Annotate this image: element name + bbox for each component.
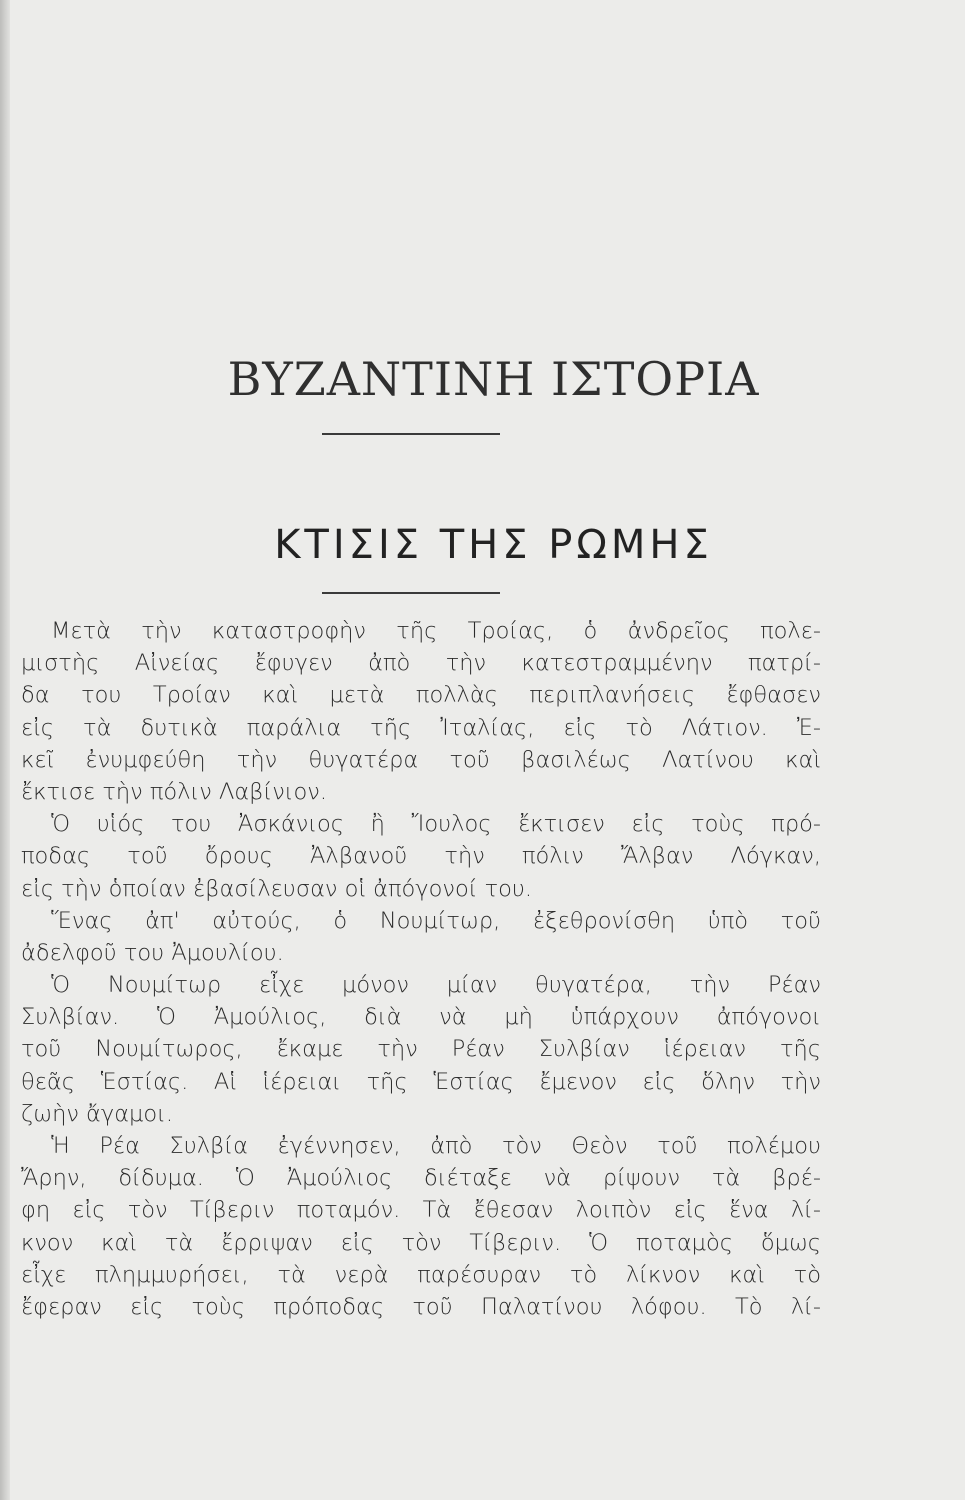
text-line: ποδας τοῦ ὄρους Ἀλβανοῦ τὴν πόλιν Ἄλβαν Λόγκαν, — [21, 843, 821, 870]
title-rule — [322, 433, 500, 435]
paragraph — [21, 905, 821, 969]
paragraph — [21, 808, 821, 905]
chapter-text — [21, 615, 821, 1323]
text-line: ζωὴν ἄγαμοι. — [21, 1100, 173, 1127]
text-line: εἶχε πλημμυρήσει, τὰ νερὰ παρέσυραν τὸ λίκνον καὶ τὸ — [21, 1261, 821, 1288]
text-line: Ἕνας ἀπ' αὐτούς, ὁ Νουμίτωρ, ἐξεθρονίσθη ὑπὸ τοῦ — [51, 907, 821, 934]
book-title: ΒΥΖΑΝΤΙΝΗ ΙΣΤΟΡΙΑ — [227, 352, 760, 406]
text-line: μιστὴς Αἰνείας ἔφυγεν ἀπὸ τὴν κατεστραμμένην πατρί- — [21, 650, 821, 677]
text-line: Μετὰ τὴν καταστροφὴν τῆς Τροίας, ὁ ἀνδρεῖος πολε- — [51, 618, 821, 644]
paragraph — [21, 1130, 821, 1323]
text-line: ἔκτισε τὴν πόλιν Λαβίνιον. — [21, 778, 328, 805]
chapter-rule — [322, 592, 500, 594]
text-line: Ὁ Νουμίτωρ εἶχε μόνον μίαν θυγατέρα, τὴν Ρέαν — [51, 972, 821, 999]
text-line: φη εἰς τὸν Τίβεριν ποταμόν. Τὰ ἔθεσαν λοιπὸν εἰς ἕνα λί- — [21, 1197, 821, 1224]
text-line: Συλβίαν. Ὁ Ἀμούλιος, διὰ νὰ μὴ ὑπάρχουν ἀπόγονοι — [21, 1004, 821, 1031]
text-line: εἰς τὴν ὁποίαν ἐβασίλευσαν οἱ ἀπόγονοί του. — [21, 875, 533, 902]
text-line: κεῖ ἐνυμφεύθη τὴν θυγατέρα τοῦ βασιλέως Λατίνου καὶ — [21, 746, 821, 773]
chapter-title: ΚΤΙΣΙΣ ΤΗΣ ΡΩΜΗΣ — [274, 522, 713, 568]
text-line: ἔφεραν εἰς τοὺς πρόποδας τοῦ Παλατίνου λόφου. Τὸ λί- — [21, 1293, 821, 1320]
text-line: θεᾶς Ἑστίας. Αἱ ἱέρειαι τῆς Ἑστίας ἔμενον εἰς ὅλην τὴν — [21, 1068, 821, 1095]
paragraph — [21, 615, 821, 808]
text-line: Ἡ Ρέα Συλβία ἐγέννησεν, ἀπὸ τὸν Θεὸν τοῦ πολέμου — [51, 1133, 821, 1159]
text-line: ἀδελφοῦ του Ἀμουλίου. — [21, 939, 284, 966]
text-line: δα του Τροίαν καὶ μετὰ πολλὰς περιπλανήσεις ἔφθασεν — [21, 682, 821, 709]
text-line: Ὁ υἱός του Ἀσκάνιος ἢ Ἴουλος ἔκτισεν εἰς τοὺς πρό- — [51, 811, 821, 838]
text-line: κνον καὶ τὰ ἔρριψαν εἰς τὸν Τίβεριν. Ὁ ποταμὸς ὅμως — [21, 1229, 821, 1256]
paragraph — [21, 969, 821, 1130]
text-line: τοῦ Νουμίτωρος, ἔκαμε τὴν Ρέαν Συλβίαν ἱέρειαν τῆς — [21, 1036, 821, 1063]
text-line: Ἄρην, δίδυμα. Ὁ Ἀμούλιος διέταξε νὰ ρίψουν τὰ βρέ- — [21, 1165, 821, 1192]
page-binding-edge — [0, 0, 10, 1500]
text-line: εἰς τὰ δυτικὰ παράλια τῆς Ἰταλίας, εἰς τὸ Λάτιον. Ἐ- — [21, 714, 821, 741]
